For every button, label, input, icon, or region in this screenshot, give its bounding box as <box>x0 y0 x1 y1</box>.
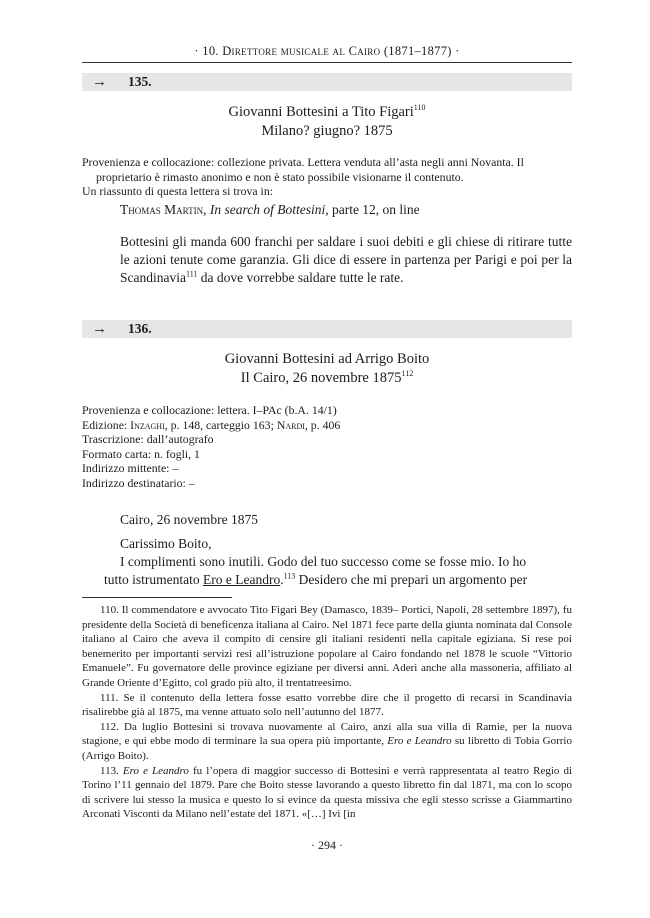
letter-text-line-2 <box>104 571 572 589</box>
letter-number: 136. <box>128 321 152 336</box>
summary-text-end: da dove vorrebbe saldare tutte le rate. <box>197 270 404 285</box>
edition-label: Edizione: <box>82 417 131 432</box>
summary-text: Bottesini gli manda 600 franchi per saldare i suoi debiti e gli chiese di ritirare tutte le azioni tenute come garanzia. Gli dice di essere in partenza per Parigi e poi per la Scandinavia <box>120 234 572 285</box>
letter-number: 135. <box>128 74 152 89</box>
reference-title: In search of Bottesini <box>209 202 326 217</box>
provenance-line: Provenienza e collocazione: collezione privata. Lettera venduta all’asta negli anni Novanta. Il proprietario è rimasto anonimo e non è stato possibile visionarne il contenuto. <box>82 155 524 184</box>
running-head <box>82 44 572 59</box>
footnote-italic-title: Ero e Leandro <box>387 735 452 748</box>
reference-detail: , parte 12, on line <box>325 202 420 217</box>
footnote-text-end: su libretto di Tobia Gorrio (Arrigo Boito). <box>82 735 572 762</box>
bibliographic-reference <box>120 201 572 219</box>
letter-metadata-136 <box>82 403 572 490</box>
letter-title: Giovanni Bottesini ad Arrigo Boito <box>224 351 430 367</box>
footnote-number: 112. <box>100 720 119 733</box>
footnotes <box>82 603 572 822</box>
letter-title <box>82 103 572 122</box>
footnote-113 <box>82 764 572 822</box>
letter-place-date: Milano? giugno? 1875 <box>261 123 393 139</box>
letter-text-segment-end: Desidero che mi prepari un argomento per <box>295 572 528 587</box>
edition-ref-1-detail: , p. 148, carteggio 163; <box>164 417 277 432</box>
letter-text-segment: tutto istrumentato <box>104 572 203 587</box>
reference-author: Thomas Martin <box>120 202 204 217</box>
edition-ref-2: Nardi <box>276 417 305 432</box>
edition-line <box>82 418 572 433</box>
footnote-ref: 112 <box>401 369 414 379</box>
footnote-111 <box>82 691 572 720</box>
arrow-icon: → <box>92 73 107 90</box>
chapter-number: 10. <box>202 44 219 58</box>
footnote-112 <box>82 720 572 764</box>
footnote-number: 111. <box>100 691 119 704</box>
letter-metadata-135 <box>82 155 572 199</box>
footnote-ref: 113 <box>283 571 296 581</box>
chapter-years: (1871–1877) <box>383 44 452 58</box>
footnote-text: fu l’opera di maggior successo di Bottesini e verrà rappresentata al teatro Regio di Torino l’11 gennaio del 1879. Pare che Boito stesse lavorando a questo libretto fin dal 1871, ma con lo scopo di scrivere lui stesso la musica e questo lo si evince da questa missiva che egli stesso scrisse a Giammartino Arconati Visconti da Milano nell’estate del 1871. «[…] Ivi [in <box>82 764 573 821</box>
sender-address-line: Indirizzo mittente: – <box>82 461 179 475</box>
running-head-dot-right: · <box>455 44 460 58</box>
recipient-address-line: Indirizzo destinatario: – <box>82 475 195 490</box>
edition-ref-2-detail: , p. 406 <box>304 417 341 432</box>
running-head-dot-left: · <box>194 44 199 58</box>
footnote-ref: 110 <box>413 103 426 113</box>
summary-source-line: Un riassunto di questa lettera si trova in: <box>82 184 274 198</box>
letter-dateline: Cairo, 26 novembre 1875 <box>120 512 258 527</box>
reference-separator: , <box>203 202 210 217</box>
arrow-icon: → <box>92 320 107 337</box>
header-rule <box>82 62 572 63</box>
letter-heading-136 <box>82 350 572 388</box>
footnote-text: Se il contenuto della lettera fosse esatto vorrebbe dire che il progetto di recarsi in Scandinavia risalirebbe già al 1875, ma venne attuato solo nell’autunno del 1877. <box>82 691 573 719</box>
letter-bar-136 <box>82 320 572 338</box>
paper-format-line: Formato carta: n. fogli, 1 <box>82 446 200 461</box>
footnote-number: 110. <box>100 604 119 616</box>
footnote-rule <box>82 597 232 598</box>
letter-bar-135 <box>82 73 572 91</box>
footnote-text: Il commendatore e avvocato Tito Figari Bey (Damasco, 1839– Portici, Napoli, 28 settembre 1897), fu presidente della Società di beneficenza italiana al Cairo. Nel 1871 fece parte della giunta nominata dal Console italiano al Cairo che aveva il compito di censire gli italiani residenti nella capitale egiziana. Si rese poi benemerito per importanti servizi resi all’istruzione popolare al Cairo fondando nel 1878 le scuole “Vittorio Emanuele”. Fu governatore delle province egiziane per diversi anni. Aderì anche alla massoneria, affiliato al Grande Oriente d’Egitto, col grado più alto, il trentatreesimo. <box>82 604 572 689</box>
transcription-line: Trascrizione: dall’autografo <box>82 432 214 446</box>
provenance-line: Provenienza e collocazione: lettera. I–PAc (b.A. 14/1) <box>82 403 337 417</box>
letter-text-period: . <box>280 572 284 587</box>
footnote-110 <box>82 603 572 691</box>
footnote-text: Da luglio Bottesini si trovava nuovamente al Cairo, anzi alla sua villa di Ramie, per la nuova stagione, e qui ebbe modo di terminare la sua opera più importante, <box>82 720 572 748</box>
letter-heading-135 <box>82 103 572 141</box>
footnote-ref: 111 <box>185 269 198 279</box>
chapter-title: Direttore musicale al Cairo <box>222 44 381 58</box>
footnote-number: 113. <box>100 764 119 777</box>
footnote-italic-title: Ero e Leandro <box>122 764 189 777</box>
opera-title: Ero e Leandro <box>203 572 281 587</box>
letter-place-date <box>82 369 572 388</box>
page-number: · 294 · <box>311 838 343 852</box>
letter-text-line-1: I complimenti sono inutili. Godo del tuo successo come se fosse mio. Io ho <box>120 554 527 569</box>
letter-summary <box>104 233 572 287</box>
letter-title-text: Giovanni Bottesini a Tito Figari <box>228 104 414 120</box>
edition-ref-1: Inzaghi <box>130 417 165 432</box>
letter-salutation: Carissimo Boito, <box>120 536 212 551</box>
letter-place-date-text: Il Cairo, 26 novembre 1875 <box>240 370 402 386</box>
